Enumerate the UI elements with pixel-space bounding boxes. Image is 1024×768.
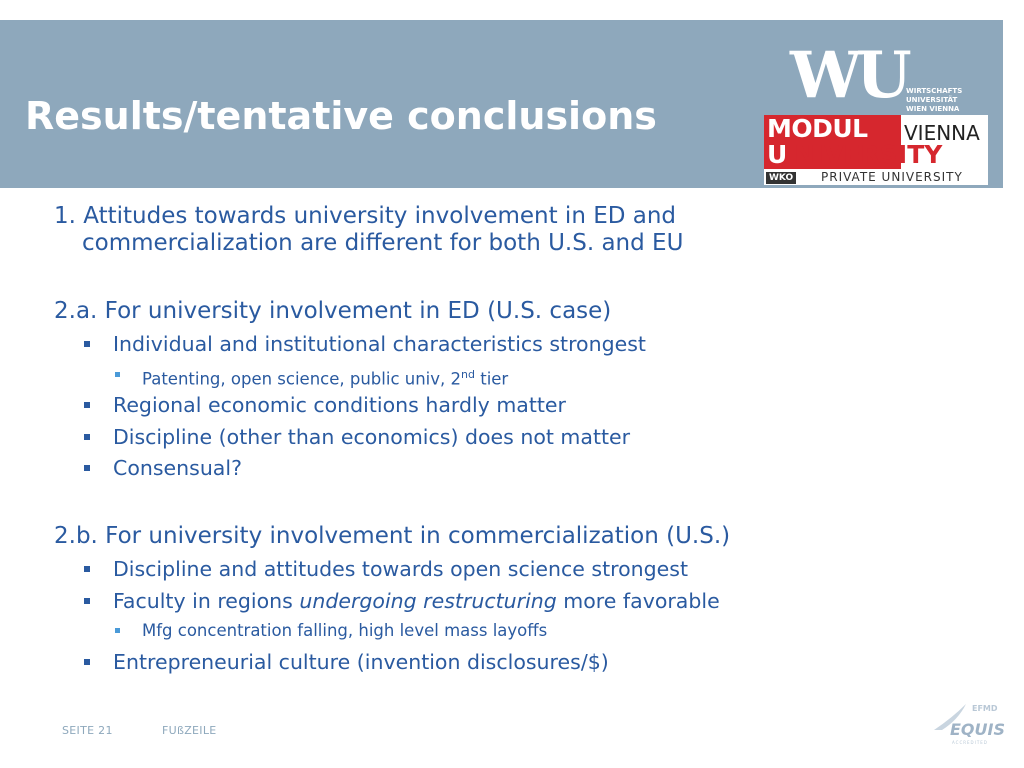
- modul-logo-modul: MODUL: [767, 114, 868, 143]
- slide-title: Results/tentative conclusions: [25, 94, 657, 138]
- bullet-square: [84, 434, 90, 440]
- bullet-square: [84, 566, 90, 572]
- bullet-square: [84, 659, 90, 665]
- wu-logo-mark: WU: [790, 38, 906, 113]
- item-2a-bullet-2: Regional economic conditions hardly matter: [113, 393, 566, 417]
- item-2b-bullet-2-emphasis: undergoing restructuring: [299, 589, 557, 613]
- footer-label: FUßZEILE: [162, 724, 217, 737]
- wko-badge: WKO: [766, 172, 796, 184]
- wu-logo-text: [906, 87, 962, 114]
- item-2a-bullet-4: Consensual?: [113, 456, 242, 480]
- item-2b-bullet-1: Discipline and attitudes towards open science strongest: [113, 557, 689, 581]
- modul-university-logo: [764, 115, 988, 185]
- modul-logo-private-university: PRIVATE UNIVERSITY: [821, 170, 963, 184]
- efmd-label: EFMD: [972, 704, 998, 713]
- item-2a-sub-1-tail: tier: [474, 369, 509, 389]
- footer-page-number: SEITE 21: [62, 724, 113, 737]
- bullet-square-small: [115, 628, 120, 633]
- item-2b-bullet-2-tail: more favorable: [556, 589, 720, 613]
- item-2a-heading: 2.a. For university involvement in ED (U.S. case): [54, 298, 612, 324]
- bullet-square: [84, 341, 90, 347]
- item-2a-bullet-3: Discipline (other than economics) does not matter: [113, 425, 631, 449]
- item-2b-bullet-3: Entrepreneurial culture (invention disclosures/$): [113, 650, 609, 674]
- item-2a-sub-1-text: Patenting, open science, public univ, 2: [142, 369, 462, 389]
- bullet-square: [84, 465, 90, 471]
- ordinal-suffix: nd: [461, 368, 475, 381]
- bullet-square: [84, 598, 90, 604]
- item-1-line-1: 1. Attitudes towards university involvement in ED and: [54, 203, 677, 229]
- equis-logo: [932, 700, 1004, 750]
- accredited-label: ACCREDITED: [952, 740, 988, 745]
- item-2a-bullet-1: Individual and institutional characteristics strongest: [113, 332, 646, 356]
- item-1-line-2: commercialization are different for both U.S. and EU: [82, 230, 684, 256]
- bullet-square: [84, 402, 90, 408]
- wu-logo-line-2: UNIVERSITÄT: [906, 96, 958, 104]
- equis-label: EQUIS: [950, 720, 1005, 739]
- modul-logo-vienna: VIENNA: [904, 121, 980, 145]
- wu-logo-line-3: WIEN VIENNA: [906, 105, 960, 113]
- modul-logo-u: U: [767, 140, 787, 169]
- bullet-square-small: [115, 372, 120, 377]
- item-2a-sub-1: [142, 364, 508, 391]
- modul-logo-niversity: NIVERSITY: [794, 140, 943, 169]
- wu-logo-line-1: WIRTSCHAFTS: [906, 87, 963, 95]
- item-2b-sub-1: Mfg concentration falling, high level mass layoffs: [142, 621, 548, 640]
- item-2b-bullet-2-text: Faculty in regions: [113, 589, 300, 613]
- item-2b-bullet-2: [113, 588, 720, 614]
- item-2b-heading: 2.b. For university involvement in commercialization (U.S.): [54, 523, 731, 549]
